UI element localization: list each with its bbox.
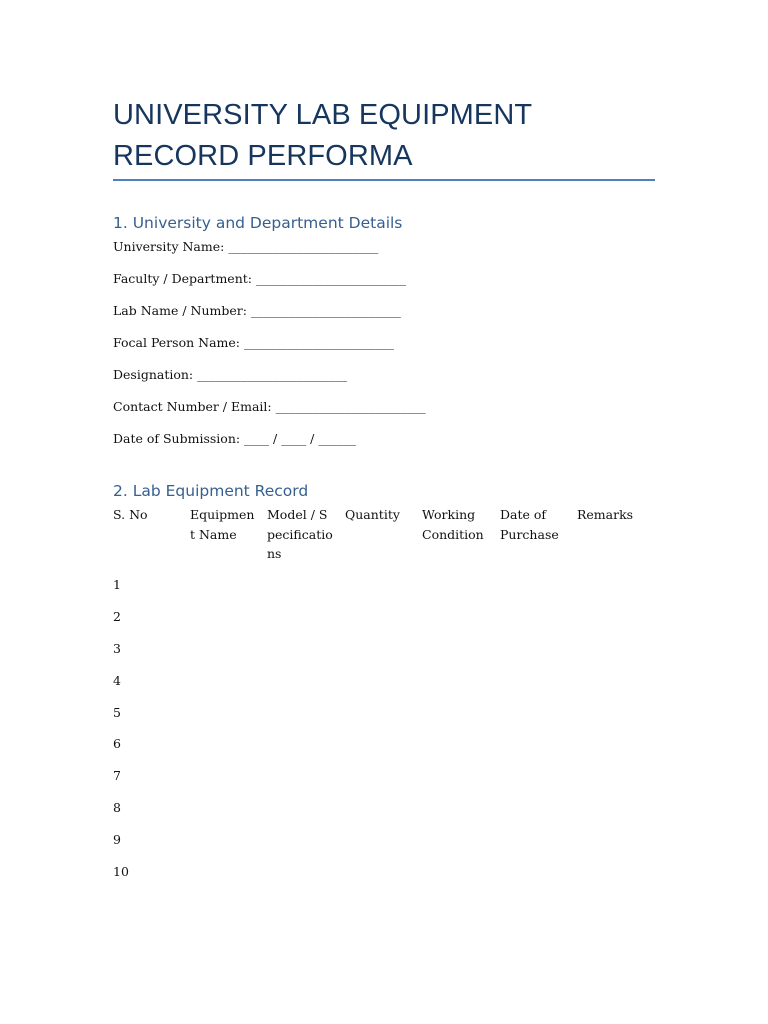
lab-name-number-field: Lab Name / Number: ________________________ bbox=[113, 303, 401, 318]
column-header-remarks: Remarks bbox=[577, 507, 634, 522]
faculty-department-field: Faculty / Department: ________________________ bbox=[113, 271, 406, 286]
focal-person-name-field: Focal Person Name: ________________________ bbox=[113, 335, 394, 350]
column-header-s-no: S. No bbox=[113, 507, 148, 522]
designation-field: Designation: ________________________ bbox=[113, 367, 348, 382]
table-row: 6 bbox=[113, 736, 121, 751]
contact-number-email-field: Contact Number / Email: ________________________ bbox=[113, 399, 426, 414]
column-header-quantity: Quantity bbox=[345, 507, 400, 522]
section-heading-equipment-record: 2. Lab Equipment Record bbox=[113, 482, 309, 500]
column-header-model-specifications: Model / Specifications bbox=[267, 507, 333, 561]
table-row: 1 bbox=[113, 577, 121, 592]
table-row: 7 bbox=[113, 768, 121, 783]
column-header-equipment-name: Equipment Name bbox=[190, 507, 255, 542]
column-header-working-condition: Working Condition bbox=[422, 507, 484, 542]
document-title: UNIVERSITY LAB EQUIPMENT RECORD PERFORMA bbox=[113, 99, 532, 172]
table-row: 3 bbox=[113, 641, 121, 656]
date-of-submission-field: Date of Submission: ____ / ____ / ______ bbox=[113, 431, 356, 446]
table-row: 8 bbox=[113, 800, 121, 815]
column-header-date-of-purchase: Date of Purchase bbox=[500, 507, 559, 542]
title-divider bbox=[113, 179, 655, 181]
table-row: 10 bbox=[113, 864, 129, 879]
university-name-field: University Name: ________________________ bbox=[113, 239, 379, 254]
section-heading-university-details: 1. University and Department Details bbox=[113, 214, 403, 232]
table-row: 2 bbox=[113, 609, 121, 624]
table-row: 4 bbox=[113, 673, 121, 688]
table-row: 9 bbox=[113, 832, 121, 847]
equipment-table-header bbox=[113, 505, 655, 565]
table-row: 5 bbox=[113, 705, 121, 720]
